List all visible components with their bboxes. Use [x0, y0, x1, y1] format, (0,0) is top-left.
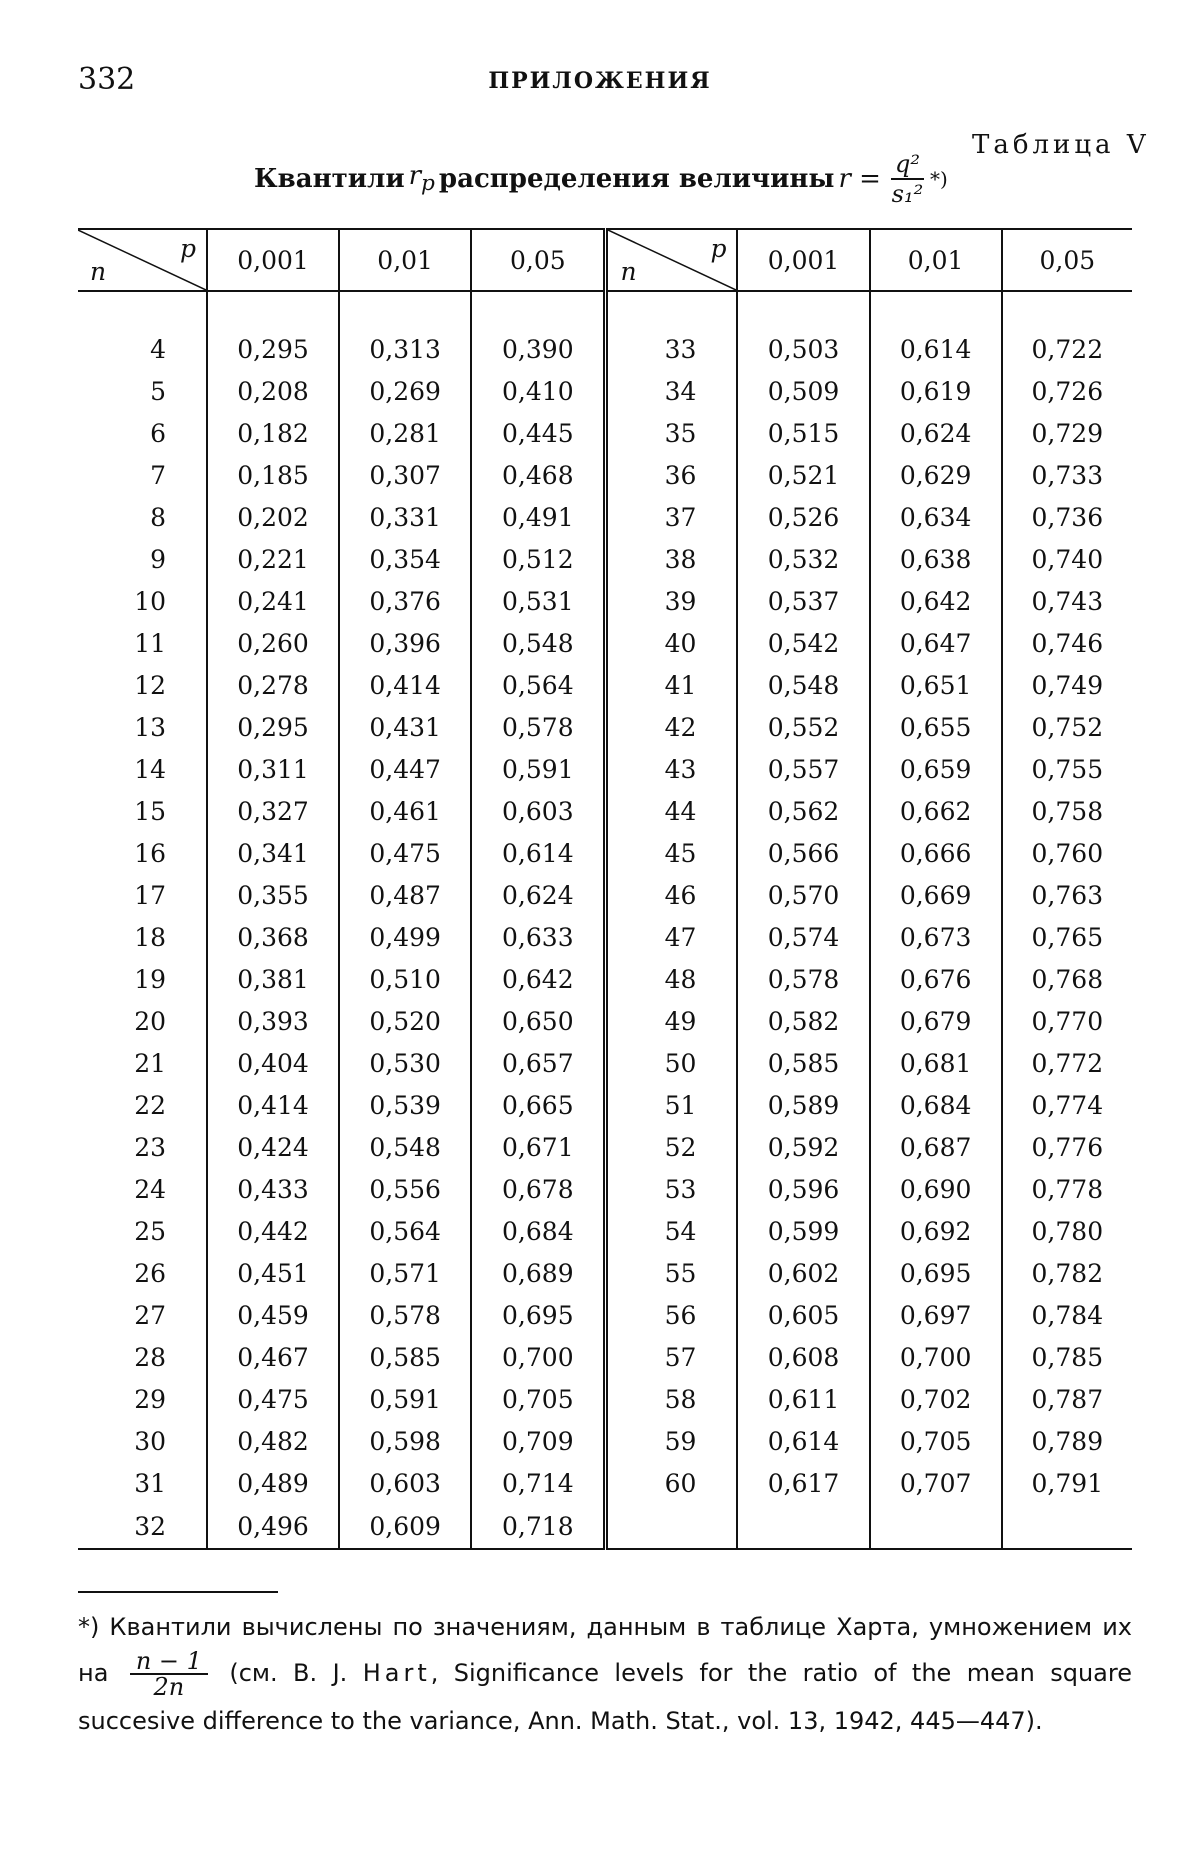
n-value-cell: 6 — [150, 418, 166, 448]
quantile-cell: 0,591 — [471, 748, 606, 790]
running-head: ПРИЛОЖЕНИЯ — [488, 68, 712, 94]
corner-header-left: n p — [78, 229, 207, 291]
col-header: 0,01 — [339, 229, 471, 291]
quantile-cell: 0,669 — [870, 874, 1002, 916]
quantile-cell: 0,676 — [870, 958, 1002, 1000]
n-value-cell: 58 — [606, 1378, 738, 1420]
quantile-cell: 0,642 — [870, 580, 1002, 622]
quantile-cell: 0,596 — [737, 1168, 869, 1210]
table-row — [78, 496, 1132, 538]
n-value-cell: 37 — [606, 496, 738, 538]
n-value-cell: 33 — [606, 328, 738, 370]
quantile-cell: 0,752 — [1002, 706, 1132, 748]
quantile-cell: 0,574 — [737, 916, 869, 958]
table-row — [78, 1462, 1132, 1504]
n-value-cell: 15 — [134, 796, 166, 826]
table-row — [78, 370, 1132, 412]
spacer-cell — [339, 291, 471, 328]
quantile-cell: 0,570 — [737, 874, 869, 916]
quantile-cell: 0,393 — [207, 1000, 339, 1042]
table-row — [78, 1126, 1132, 1168]
n-value-cell: 43 — [606, 748, 738, 790]
table-row — [78, 1252, 1132, 1294]
title-lhs: r = — [838, 164, 881, 194]
quantile-cell: 0,642 — [471, 958, 606, 1000]
corner-header-right: n p — [606, 229, 738, 291]
n-value-cell: 50 — [606, 1042, 738, 1084]
table-row — [78, 622, 1132, 664]
quantile-cell: 0,578 — [471, 706, 606, 748]
quantile-cell: 0,650 — [471, 1000, 606, 1042]
n-value-cell: 21 — [134, 1048, 166, 1078]
table-row — [78, 916, 1132, 958]
n-value-cell: 60 — [606, 1462, 738, 1504]
quantile-cell: 0,780 — [1002, 1210, 1132, 1252]
quantile-cell: 0,789 — [1002, 1420, 1132, 1462]
quantile-cell: 0,768 — [1002, 958, 1132, 1000]
quantile-cell: 0,578 — [737, 958, 869, 1000]
quantile-cell: 0,702 — [870, 1378, 1002, 1420]
table-row — [78, 1336, 1132, 1378]
quantile-cell: 0,729 — [1002, 412, 1132, 454]
quantile-cell: 0,487 — [339, 874, 471, 916]
quantile-cell: 0,692 — [870, 1210, 1002, 1252]
quantile-cell: 0,331 — [339, 496, 471, 538]
quantile-cell: 0,571 — [339, 1252, 471, 1294]
quantile-cell: 0,647 — [870, 622, 1002, 664]
quantile-cell: 0,327 — [207, 790, 339, 832]
table-row — [78, 454, 1132, 496]
n-value-cell: 25 — [134, 1216, 166, 1246]
n-value-cell: 20 — [134, 1006, 166, 1036]
quantile-cell: 0,609 — [339, 1504, 471, 1549]
title-fraction: $\frac{\text{q²}}{\text{s₁²}}$ — [891, 150, 924, 208]
quantile-cell: 0,778 — [1002, 1168, 1132, 1210]
quantile-cell: 0,774 — [1002, 1084, 1132, 1126]
quantile-cell: 0,655 — [870, 706, 1002, 748]
quantile-cell: 0,714 — [471, 1462, 606, 1504]
spacer-cell — [606, 291, 738, 328]
n-value-cell: 28 — [134, 1342, 166, 1372]
quantile-cell: 0,539 — [339, 1084, 471, 1126]
quantile-cell: 0,341 — [207, 832, 339, 874]
table-row — [78, 790, 1132, 832]
quantile-cell: 0,746 — [1002, 622, 1132, 664]
quantile-cell: 0,526 — [737, 496, 869, 538]
col-header: 0,001 — [207, 229, 339, 291]
table-spacer-row — [78, 291, 1132, 328]
quantile-cell: 0,557 — [737, 748, 869, 790]
n-value-cell: 27 — [134, 1300, 166, 1330]
quantile-cell: 0,202 — [207, 496, 339, 538]
n-value-cell: 52 — [606, 1126, 738, 1168]
n-value-cell: 41 — [606, 664, 738, 706]
quantile-cell — [1002, 1504, 1132, 1549]
quantile-cell: 0,603 — [471, 790, 606, 832]
quantile-cell: 0,307 — [339, 454, 471, 496]
table-row — [78, 1504, 1132, 1549]
spacer-cell — [1002, 291, 1132, 328]
quantile-cell: 0,295 — [207, 706, 339, 748]
table-row — [78, 580, 1132, 622]
quantile-cell: 0,718 — [471, 1504, 606, 1549]
quantile-cell: 0,695 — [870, 1252, 1002, 1294]
n-value-cell: 46 — [606, 874, 738, 916]
quantile-cell: 0,442 — [207, 1210, 339, 1252]
quantile-cell: 0,521 — [737, 454, 869, 496]
table-label: Таблица V — [972, 130, 1150, 160]
quantile-cell: 0,673 — [870, 916, 1002, 958]
quantile-cell: 0,638 — [870, 538, 1002, 580]
n-value-cell: 26 — [134, 1258, 166, 1288]
quantile-cell: 0,707 — [870, 1462, 1002, 1504]
quantile-cell: 0,278 — [207, 664, 339, 706]
quantile-cell: 0,776 — [1002, 1126, 1132, 1168]
footnote-mark: *) — [929, 167, 948, 191]
quantile-cell: 0,537 — [737, 580, 869, 622]
quantile-cell: 0,475 — [339, 832, 471, 874]
n-value-cell: 32 — [78, 1504, 207, 1549]
n-value-cell: 34 — [606, 370, 738, 412]
quantile-cell: 0,532 — [737, 538, 869, 580]
title-middle: распределения величины — [438, 164, 835, 194]
quantile-cell: 0,629 — [870, 454, 1002, 496]
quantile-cell: 0,681 — [870, 1042, 1002, 1084]
spacer-cell — [870, 291, 1002, 328]
n-value-cell: 42 — [606, 706, 738, 748]
n-value-cell: 30 — [134, 1426, 166, 1456]
quantile-cell: 0,585 — [737, 1042, 869, 1084]
quantile-cell: 0,659 — [870, 748, 1002, 790]
quantile-cell: 0,530 — [339, 1042, 471, 1084]
quantile-cell: 0,733 — [1002, 454, 1132, 496]
quantile-cell: 0,582 — [737, 1000, 869, 1042]
quantile-cell: 0,763 — [1002, 874, 1132, 916]
n-value-cell: 8 — [150, 502, 166, 532]
n-value-cell: 9 — [150, 544, 166, 574]
quantile-cell: 0,566 — [737, 832, 869, 874]
table-row — [78, 748, 1132, 790]
quantile-cell: 0,784 — [1002, 1294, 1132, 1336]
quantile-cell: 0,475 — [207, 1378, 339, 1420]
quantile-cell: 0,185 — [207, 454, 339, 496]
n-value-cell: 54 — [606, 1210, 738, 1252]
quantile-cell: 0,548 — [737, 664, 869, 706]
n-value-cell: 29 — [134, 1384, 166, 1414]
table-row — [78, 1294, 1132, 1336]
quantile-cell: 0,662 — [870, 790, 1002, 832]
quantile-cell: 0,603 — [339, 1462, 471, 1504]
quantile-cell: 0,589 — [737, 1084, 869, 1126]
quantile-cell: 0,512 — [471, 538, 606, 580]
table-row — [78, 1210, 1132, 1252]
quantile-cell: 0,605 — [737, 1294, 869, 1336]
quantile-cell: 0,564 — [471, 664, 606, 706]
quantile-cell: 0,552 — [737, 706, 869, 748]
table-row — [78, 412, 1132, 454]
quantiles-table — [78, 228, 1132, 1550]
quantile-cell: 0,666 — [870, 832, 1002, 874]
n-value-cell: 56 — [606, 1294, 738, 1336]
quantile-cell: 0,562 — [737, 790, 869, 832]
quantile-cell — [737, 1504, 869, 1549]
quantile-cell: 0,431 — [339, 706, 471, 748]
quantile-cell: 0,467 — [207, 1336, 339, 1378]
n-value-cell: 40 — [606, 622, 738, 664]
quantile-cell: 0,611 — [737, 1378, 869, 1420]
quantile-cell: 0,542 — [737, 622, 869, 664]
quantile-cell: 0,390 — [471, 328, 606, 370]
quantile-cell: 0,459 — [207, 1294, 339, 1336]
n-value-cell: 13 — [134, 712, 166, 742]
quantile-cell: 0,689 — [471, 1252, 606, 1294]
quantile-cell: 0,760 — [1002, 832, 1132, 874]
quantile-cell: 0,678 — [471, 1168, 606, 1210]
quantile-cell: 0,445 — [471, 412, 606, 454]
quantile-cell: 0,311 — [207, 748, 339, 790]
n-value-cell: 19 — [134, 964, 166, 994]
quantile-cell: 0,591 — [339, 1378, 471, 1420]
quantile-cell: 0,608 — [737, 1336, 869, 1378]
table-row — [78, 1378, 1132, 1420]
quantile-cell: 0,633 — [471, 916, 606, 958]
quantile-cell: 0,520 — [339, 1000, 471, 1042]
footnote: *) Квантили вычислены по значениям, данным в таблице Харта, умножением их на $\frac{n - 1}{2n}$ (см. B. J. Hart, Significance levels for the ratio of the mean square succesive difference to the variance, Ann. Math. Stat., vol. 13, 1942, 445—447). — [78, 1613, 1132, 1735]
n-value-cell: 10 — [134, 586, 166, 616]
n-value-cell: 55 — [606, 1252, 738, 1294]
n-value-cell: 38 — [606, 538, 738, 580]
quantile-cell: 0,722 — [1002, 328, 1132, 370]
col-header: 0,05 — [471, 229, 606, 291]
table-row — [78, 1420, 1132, 1462]
quantile-cell: 0,376 — [339, 580, 471, 622]
quantile-cell: 0,624 — [471, 874, 606, 916]
quantile-cell: 0,700 — [870, 1336, 1002, 1378]
n-value-cell: 24 — [134, 1174, 166, 1204]
n-value-cell: 36 — [606, 454, 738, 496]
quantile-cell: 0,726 — [1002, 370, 1132, 412]
footnote-rule — [78, 1591, 278, 1593]
quantile-cell: 0,614 — [737, 1420, 869, 1462]
table-row — [78, 832, 1132, 874]
spacer-cell — [207, 291, 339, 328]
quantile-cell: 0,548 — [339, 1126, 471, 1168]
quantile-cell: 0,510 — [339, 958, 471, 1000]
quantile-cell: 0,684 — [870, 1084, 1002, 1126]
col-header: 0,001 — [737, 229, 869, 291]
quantile-cell: 0,447 — [339, 748, 471, 790]
quantile-cell: 0,619 — [870, 370, 1002, 412]
page-number: 332 — [78, 62, 136, 97]
quantile-cell: 0,690 — [870, 1168, 1002, 1210]
quantile-cell: 0,578 — [339, 1294, 471, 1336]
n-value-cell: 59 — [606, 1420, 738, 1462]
quantile-cell: 0,736 — [1002, 496, 1132, 538]
quantile-cell: 0,491 — [471, 496, 606, 538]
quantile-cell: 0,496 — [207, 1504, 339, 1549]
footnote-author: Hart — [362, 1659, 431, 1687]
n-value-cell: 11 — [134, 628, 166, 658]
quantile-cell: 0,787 — [1002, 1378, 1132, 1420]
quantile-cell: 0,295 — [207, 328, 339, 370]
quantile-cell: 0,700 — [471, 1336, 606, 1378]
n-value-cell: 57 — [606, 1336, 738, 1378]
quantile-cell: 0,461 — [339, 790, 471, 832]
quantile-cell: 0,585 — [339, 1336, 471, 1378]
quantile-cell: 0,684 — [471, 1210, 606, 1252]
quantile-cell: 0,313 — [339, 328, 471, 370]
n-value-cell: 44 — [606, 790, 738, 832]
spacer-cell — [737, 291, 869, 328]
table-row — [78, 1000, 1132, 1042]
quantile-cell: 0,410 — [471, 370, 606, 412]
quantile-cell: 0,548 — [471, 622, 606, 664]
table-row — [78, 664, 1132, 706]
n-value-cell: 51 — [606, 1084, 738, 1126]
quantile-cell: 0,770 — [1002, 1000, 1132, 1042]
n-value-cell: 53 — [606, 1168, 738, 1210]
quantile-cell: 0,221 — [207, 538, 339, 580]
quantile-cell: 0,208 — [207, 370, 339, 412]
n-value-cell: 39 — [606, 580, 738, 622]
quantile-cell: 0,592 — [737, 1126, 869, 1168]
quantile-cell: 0,665 — [471, 1084, 606, 1126]
quantile-cell: 0,468 — [471, 454, 606, 496]
table-row — [78, 1084, 1132, 1126]
quantile-cell: 0,598 — [339, 1420, 471, 1462]
quantile-cell: 0,564 — [339, 1210, 471, 1252]
spacer-cell — [471, 291, 606, 328]
n-value-cell: 5 — [150, 376, 166, 406]
spacer-cell — [78, 291, 207, 328]
quantile-cell: 0,740 — [1002, 538, 1132, 580]
table-row — [78, 1168, 1132, 1210]
quantile-cell: 0,414 — [339, 664, 471, 706]
quantile-cell: 0,705 — [870, 1420, 1002, 1462]
quantile-cell: 0,634 — [870, 496, 1002, 538]
quantile-cell: 0,381 — [207, 958, 339, 1000]
quantile-cell: 0,709 — [471, 1420, 606, 1462]
n-value-cell: 16 — [134, 838, 166, 868]
n-value-cell: 49 — [606, 1000, 738, 1042]
quantile-cell: 0,509 — [737, 370, 869, 412]
quantile-cell: 0,657 — [471, 1042, 606, 1084]
quantile-cell: 0,758 — [1002, 790, 1132, 832]
quantile-cell: 0,499 — [339, 916, 471, 958]
quantile-cell: 0,433 — [207, 1168, 339, 1210]
quantile-cell: 0,743 — [1002, 580, 1132, 622]
quantile-cell: 0,489 — [207, 1462, 339, 1504]
n-value-cell: 47 — [606, 916, 738, 958]
quantile-cell: 0,556 — [339, 1168, 471, 1210]
title-prefix: Квантили — [254, 164, 405, 194]
quantile-cell: 0,414 — [207, 1084, 339, 1126]
quantile-cell: 0,705 — [471, 1378, 606, 1420]
table-row — [78, 874, 1132, 916]
quantile-cell: 0,503 — [737, 328, 869, 370]
quantile-cell: 0,531 — [471, 580, 606, 622]
quantile-cell: 0,269 — [339, 370, 471, 412]
table-row — [78, 706, 1132, 748]
n-value-cell: 22 — [134, 1090, 166, 1120]
n-value-cell: 31 — [134, 1468, 166, 1498]
table-title — [254, 150, 948, 208]
quantile-cell: 0,515 — [737, 412, 869, 454]
quantile-cell: 0,614 — [471, 832, 606, 874]
title-symbol: $r_p$ — [408, 161, 435, 197]
quantile-cell: 0,765 — [1002, 916, 1132, 958]
table-row — [78, 1042, 1132, 1084]
quantile-cell: 0,791 — [1002, 1462, 1132, 1504]
quantile-cell: 0,695 — [471, 1294, 606, 1336]
quantile-cell: 0,355 — [207, 874, 339, 916]
n-value-cell: 17 — [134, 880, 166, 910]
quantile-cell: 0,182 — [207, 412, 339, 454]
quantile-cell: 0,602 — [737, 1252, 869, 1294]
quantile-cell: 0,782 — [1002, 1252, 1132, 1294]
quantile-cell: 0,354 — [339, 538, 471, 580]
quantile-cell: 0,404 — [207, 1042, 339, 1084]
quantile-cell: 0,482 — [207, 1420, 339, 1462]
n-value-cell — [606, 1504, 738, 1549]
quantile-cell: 0,755 — [1002, 748, 1132, 790]
quantile-cell: 0,687 — [870, 1126, 1002, 1168]
quantile-cell: 0,749 — [1002, 664, 1132, 706]
n-value-cell: 48 — [606, 958, 738, 1000]
n-value-cell: 14 — [134, 754, 166, 784]
quantile-cell: 0,679 — [870, 1000, 1002, 1042]
table-row — [78, 538, 1132, 580]
quantile-cell: 0,671 — [471, 1126, 606, 1168]
quantile-cell: 0,772 — [1002, 1042, 1132, 1084]
quantile-cell: 0,624 — [870, 412, 1002, 454]
quantile-cell: 0,651 — [870, 664, 1002, 706]
n-value-cell: 23 — [134, 1132, 166, 1162]
quantile-cell — [870, 1504, 1002, 1549]
col-header: 0,01 — [870, 229, 1002, 291]
n-value-cell: 7 — [150, 460, 166, 490]
table-header-row — [78, 229, 1132, 291]
n-value-cell: 12 — [134, 670, 166, 700]
col-header: 0,05 — [1002, 229, 1132, 291]
n-value-cell: 18 — [134, 922, 166, 952]
quantile-cell: 0,617 — [737, 1462, 869, 1504]
n-value-cell: 35 — [606, 412, 738, 454]
table-row — [78, 958, 1132, 1000]
quantile-cell: 0,396 — [339, 622, 471, 664]
quantile-cell: 0,281 — [339, 412, 471, 454]
quantile-cell: 0,368 — [207, 916, 339, 958]
quantile-cell: 0,614 — [870, 328, 1002, 370]
quantile-cell: 0,260 — [207, 622, 339, 664]
table-row — [78, 328, 1132, 370]
n-value-cell: 45 — [606, 832, 738, 874]
footnote-fraction: $\frac{n - 1}{2n}$ — [130, 1649, 208, 1699]
quantile-cell: 0,451 — [207, 1252, 339, 1294]
quantile-cell: 0,785 — [1002, 1336, 1132, 1378]
quantile-cell: 0,697 — [870, 1294, 1002, 1336]
quantile-cell: 0,599 — [737, 1210, 869, 1252]
quantile-cell: 0,241 — [207, 580, 339, 622]
n-value-cell: 4 — [150, 334, 166, 364]
quantile-cell: 0,424 — [207, 1126, 339, 1168]
